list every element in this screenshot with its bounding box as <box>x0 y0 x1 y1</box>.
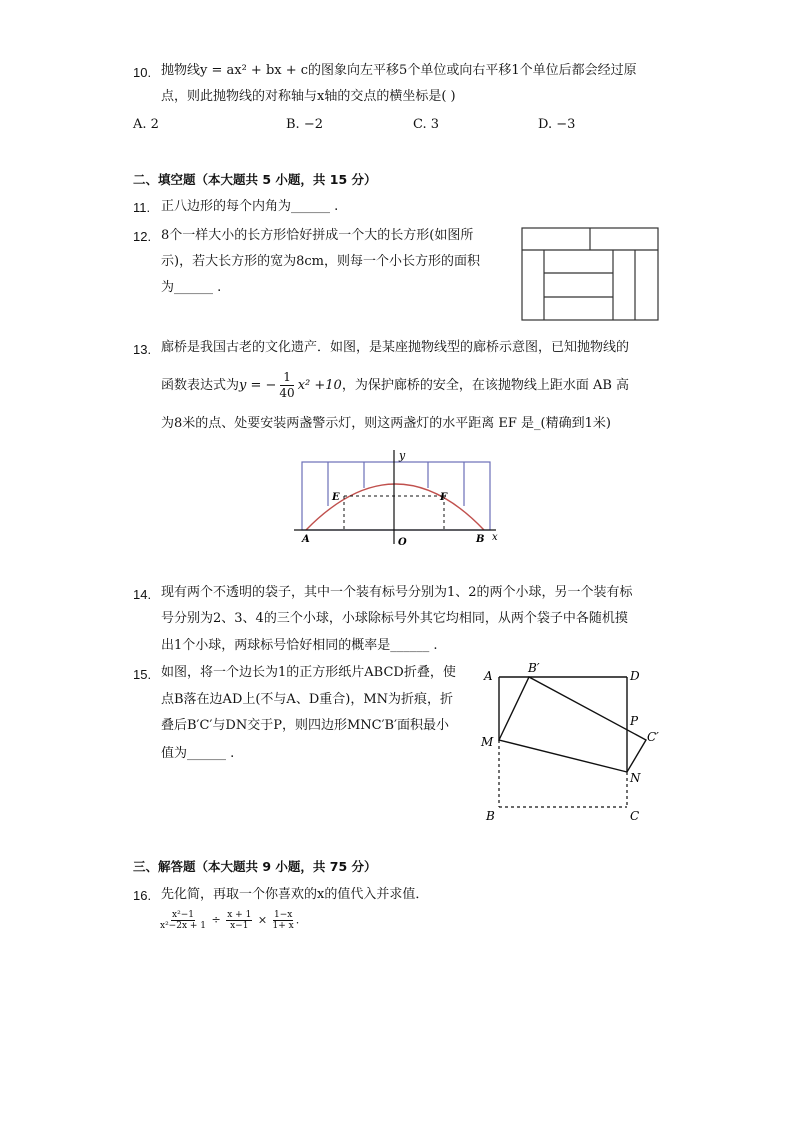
option-c-label: C. <box>413 117 427 132</box>
q11-text: 正八边形的每个内角为______ . <box>161 199 339 214</box>
fraction-3-numerator: 1−x <box>273 910 293 920</box>
q15-square-figure <box>476 660 672 826</box>
formula-fraction <box>279 370 294 401</box>
label-y: y <box>399 449 406 462</box>
fraction-1 <box>160 910 206 931</box>
bridge-frame <box>302 462 490 530</box>
q13-line2-pre: 函数表达式为 <box>161 378 240 393</box>
q13-line2-post: ，为保护廊桥的安全，在该抛物线上距水面 AB 高 <box>341 378 630 393</box>
label-o: O <box>398 537 407 548</box>
bridge-structure <box>302 462 490 530</box>
q13-bridge-figure <box>292 448 502 548</box>
formula-numerator: 1 <box>280 370 294 386</box>
q11-number: 11. <box>133 200 151 215</box>
label-e: E <box>332 492 340 503</box>
q12-line2: 示)，若大长方形的宽为8cm，则每一个小长方形的面积 <box>161 254 480 269</box>
fraction-2-denominator: x−1 <box>230 921 249 931</box>
q15-line4: 值为______ . <box>161 746 235 761</box>
q10-option-b <box>286 115 323 135</box>
label-b-prime: B′ <box>528 661 540 675</box>
q10-number: 10. <box>133 65 152 80</box>
expression-end: . <box>295 913 300 927</box>
q14-line1: 现有两个不透明的袋子，其中一个装有标号分别为1、2的两个小球，另一个装有标 <box>161 585 633 600</box>
formula-denominator: 40 <box>279 386 295 400</box>
label-f: F <box>440 492 448 503</box>
q16-expression <box>158 910 299 931</box>
folded-quad-mnc1b1 <box>499 677 646 772</box>
section2-title: 二、填空题 <box>133 172 196 187</box>
label-d: D <box>630 669 640 683</box>
option-b-value: −2 <box>303 117 323 132</box>
q15-number: 15. <box>133 667 152 682</box>
fraction-2-numerator: x + 1 <box>227 910 252 920</box>
label-b: B <box>476 534 485 545</box>
q12-line1: 8个一样大小的长方形恰好拼成一个大的长方形(如图所 <box>161 228 474 243</box>
label-p: P <box>630 714 639 728</box>
option-d-label: D. <box>538 117 553 132</box>
original-position-dashed <box>499 740 627 807</box>
q10-line1: 抛物线y = ax² + bx + c的图象向左平移5个单位或向右平移1个单位后都会经过原 <box>161 63 637 78</box>
label-a: A <box>484 669 493 683</box>
q13-line2 <box>161 370 629 401</box>
section2-info: （本大题共 5 小题，共 15 分） <box>195 172 377 187</box>
option-c-value: 3 <box>430 117 440 132</box>
q14-line3: 出1个小球，两球标号恰好相同的概率是______ . <box>161 638 438 653</box>
section3-header <box>133 857 377 877</box>
q14-number: 14. <box>133 587 152 602</box>
label-m: M <box>481 735 494 749</box>
q15-line2: 点B落在边AD上(不与A、D重合)，MN为折痕，折 <box>161 692 454 707</box>
q12-line3: 为______ . <box>161 280 222 295</box>
section3-info: （本大题共 9 小题，共 75 分） <box>195 859 377 874</box>
q10-option-a <box>133 115 159 135</box>
q13-number: 13. <box>133 342 152 357</box>
q12-rectangle-figure <box>520 226 662 322</box>
fraction-3-denominator: 1+ x <box>272 921 294 931</box>
q15-line3: 叠后B′C′与DN交于P，则四边形MNC′B′面积最小 <box>161 718 450 733</box>
divide-operator: ÷ <box>211 913 221 927</box>
q10-option-c <box>413 115 439 135</box>
label-c-prime: C′ <box>647 730 659 744</box>
parabola-arch <box>306 484 484 530</box>
fraction-1-denominator: x²−2x + 1 <box>160 921 207 931</box>
label-n: N <box>630 771 641 785</box>
fraction-1-numerator: x²−1 <box>172 910 194 920</box>
label-a: A <box>302 534 310 545</box>
fraction-3 <box>273 910 294 931</box>
section3-title: 三、解答题 <box>133 859 196 874</box>
label-x: x <box>492 532 498 543</box>
q16-number: 16. <box>133 888 152 903</box>
multiply-operator: × <box>257 913 268 927</box>
q10-option-d <box>538 115 575 135</box>
q13-line1: 廊桥是我国古老的文化遗产．如图，是某座抛物线型的廊桥示意图，已知抛物线的 <box>161 340 630 355</box>
option-a-value: 2 <box>150 117 159 132</box>
option-d-value: −3 <box>556 117 576 132</box>
section2-header <box>133 170 377 190</box>
q14-line2: 号分别为2、3、4的三个小球，小球除标号外其它均相同，从两个袋子中各随机摸 <box>161 611 628 626</box>
q16-text: 先化简，再取一个你喜欢的x的值代入并求值． <box>161 887 429 902</box>
q13-line3: 为8米的点、处要安装两盏警示灯，则这两盏灯的水平距离 EF 是_(精确到1米) <box>161 416 611 431</box>
q10-line2: 点，则此抛物线的对称轴与x轴的交点的横坐标是( ) <box>161 89 456 104</box>
option-a-label: A. <box>133 117 147 132</box>
fraction-2 <box>226 910 252 931</box>
label-c: C <box>630 809 640 823</box>
label-b: B <box>486 809 495 823</box>
formula-lhs: y = − <box>239 378 277 393</box>
q15-line1: 如图，将一个边长为1的正方形纸片ABCD折叠，使 <box>161 665 456 680</box>
option-b-label: B. <box>286 117 300 132</box>
formula-rhs: x² +10 <box>297 378 342 393</box>
q12-number: 12. <box>133 229 152 244</box>
